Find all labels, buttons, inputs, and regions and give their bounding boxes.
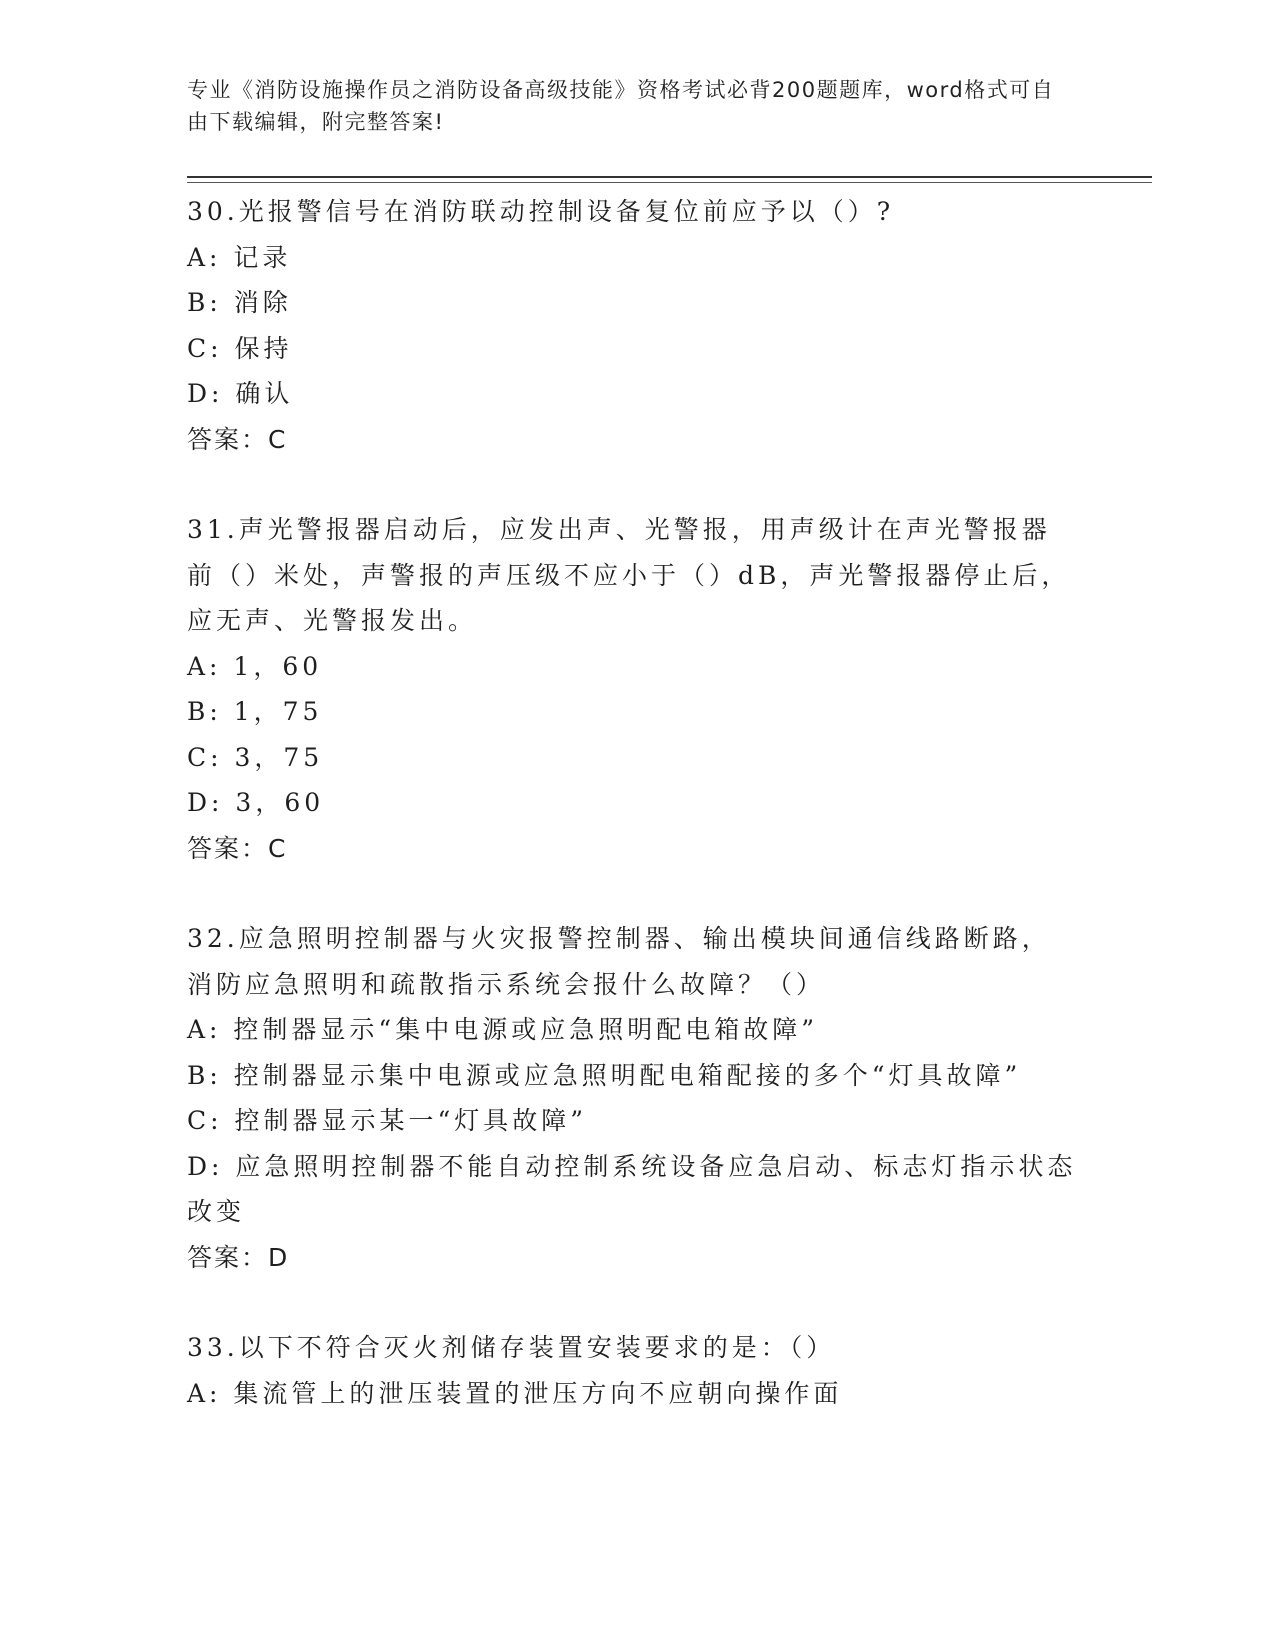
option-a: A: 1，60 [187, 651, 323, 681]
answer: 答案：C [187, 424, 288, 454]
question-30 [187, 189, 1077, 462]
option-a: A: 控制器显示“集中电源或应急照明配电箱故障” [187, 1015, 818, 1044]
option-c: C: 保持 [187, 333, 293, 363]
option-b: B: 消除 [187, 288, 292, 317]
question-32 [187, 916, 1077, 1280]
option-d: D: 确认 [187, 379, 294, 408]
option-a: A: 集流管上的泄压装置的泄压方向不应朝向操作面 [187, 1378, 843, 1408]
answer: 答案：D [187, 1242, 290, 1272]
question-text: 30.光报警信号在消防联动控制设备复位前应予以（）? [187, 197, 895, 226]
question-31 [187, 507, 1077, 871]
question-text: 32.应急照明控制器与火灾报警控制器、输出模块间通信线路断路，消防应急照明和疏散指示系统会报什么故障？（） [187, 924, 1051, 999]
question-text: 33.以下不符合灭火剂储存装置安装要求的是：（） [187, 1333, 836, 1362]
option-c: C: 控制器显示某一“灯具故障” [187, 1106, 588, 1135]
document-intro: 专业《消防设施操作员之消防设备高级技能》资格考试必背200题题库，word格式可自由下载编辑，附完整答案! [187, 78, 1055, 134]
option-a: A: 记录 [187, 242, 292, 272]
answer: 答案：C [187, 833, 288, 863]
option-b: B: 控制器显示集中电源或应急照明配电箱配接的多个“灯具故障” [187, 1060, 1022, 1090]
header-divider-thin [187, 182, 1152, 183]
question-33 [187, 1325, 1077, 1416]
option-b: B: 1，75 [187, 697, 323, 726]
question-list [187, 189, 1077, 1416]
option-c: C: 3，75 [187, 742, 324, 772]
option-d: D: 3，60 [187, 788, 325, 817]
option-d: D: 应急照明控制器不能自动控制系统设备应急启动、标志灯指示状态改变 [187, 1151, 1077, 1226]
header-divider-thick [187, 176, 1152, 178]
question-text: 31.声光警报器启动后，应发出声、光警报，用声级计在声光警报器前（）米处，声警报的声压级不应小于（）dB，声光警报器停止后，应无声、光警报发出。 [187, 515, 1071, 635]
